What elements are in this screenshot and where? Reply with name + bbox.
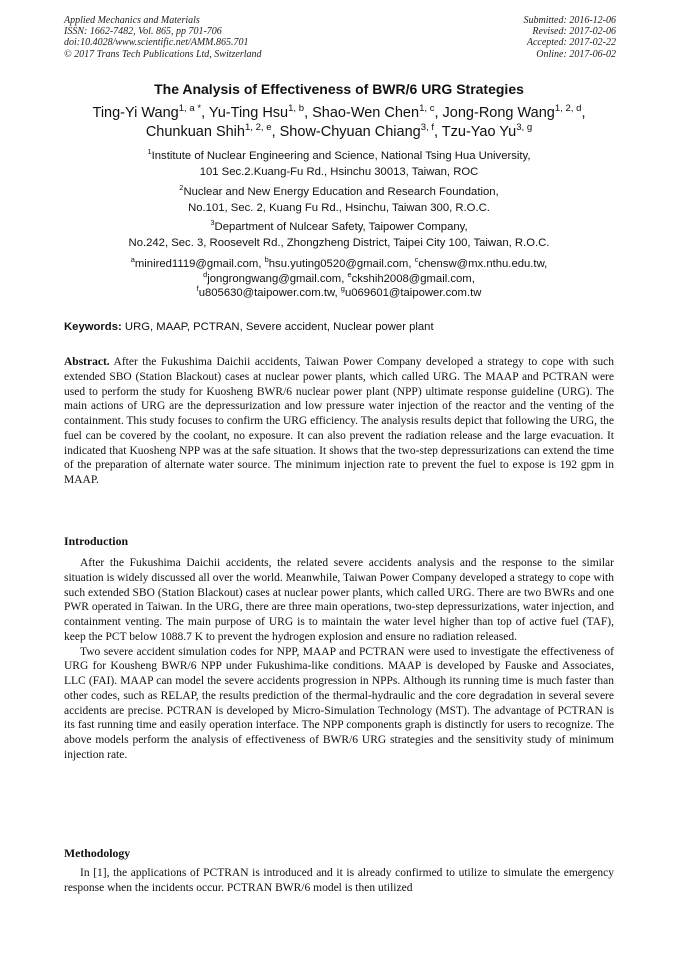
email: $^f$u805630@taipower.com.tw — [196, 284, 335, 299]
paragraph: After the Fukushima Daichii accidents, the related severe accidents analysis and the response to the similar situation is widely discussed all over the world. Meanwhile, Taiwan Power Company developed a strategy to cope with such extended SBO (Station Blackout) cases at nuclear power plants, which called URG. There are two BWRs and one PWR operated in Taiwan. In the URG, there are three main operations, two-step depressurizations, water injection, and containment venting. The main purpose of URG is to maintain the water level higher than top of active fuel (TAF), keep the PCT below 1088.7 K to prevent the hydrogen explosion and ensure no radiation released. — [64, 557, 614, 643]
email: $^a$minired1119@gmail.com — [130, 255, 259, 270]
journal-info — [64, 15, 262, 60]
affiliation-3: $^3$Department of Nulcear Safety, Taipower Company, No.242, Sec. 3, Roosevelt Rd., Zhongzheng District, Taipei City 100, Taiwan, R.O.C. — [128, 218, 550, 249]
email: $^g$u069601@taipower.com.tw — [340, 284, 482, 299]
journal-name: Applied Mechanics and Materials — [64, 15, 200, 26]
keywords-label: Keywords: — [64, 321, 122, 333]
paragraph: Two severe accident simulation codes for NPP, MAAP and PCTRAN were used to investigate the effectiveness of URG for Kousheng BWR/6 NPP under Fukushima-like conditions. MAAP is developed by Fauske and Associates, LLC (FAI). MAAP can model the severe accidents progression in NPPs. Although its running time is much faster than other codes, such as RELAP, the results prediction of the thermal-hydraulic and the core degradation in several severe accidents are precise. PCTRAN is developed by Micro-Simulation Technology (MST). The advantage of PCTRAN is its fast running time and easily operation interface. The NPP components graph is distinctly for users to recognize. The above models perform the analysis of effectiveness of BWR/6 URG strategies and the sensitivity study of minimum injection rate. — [64, 645, 614, 761]
introduction-body — [64, 556, 614, 763]
date-submitted: Submitted: 2016-12-06 — [523, 15, 616, 26]
paper-title: The Analysis of Effectiveness of BWR/6 URG Strategies — [154, 81, 524, 97]
publication-dates — [524, 15, 617, 60]
journal-copyright: © 2017 Trans Tech Publications Ltd, Switzerland — [64, 48, 262, 60]
journal-issn: ISSN: 1662-7482, Vol. 865, pp 701-706 — [64, 26, 222, 38]
keywords-text: URG, MAAP, PCTRAN, Severe accident, Nuclear power plant — [124, 321, 434, 333]
keywords — [64, 320, 624, 335]
abstract — [64, 355, 614, 488]
methodology-body — [64, 866, 614, 896]
email: $^b$hsu.yuting0520@gmail.com — [264, 255, 409, 270]
paragraph: In [1], the applications of PCTRAN is introduced and it is already confirmed to utilize to simulate the emergency response when the incidents occur. PCTRAN BWR/6 model is then utilized — [64, 867, 614, 894]
abstract-text: After the Fukushima Daichii accidents, Taiwan Power Company developed a strategy to cope with such extended SBO (Station Blackout) cases at nuclear power plants, which called URG. The MAAP and PCTRAN were used to perform the study for Kuosheng BWR/6 nuclear power plant (NPP) ultimate response guideline (URG). The main actions of URG are the depressurization and low pressure water injection of the reactor and the venting of the containment. This study focuses to confirm the URG efficiency. The analysis results depict that following the URG, the fuel can be covered by the coolant, no exposure. It can also prevent the radiation release and the large evacuation. It indicated that Kuosheng NPP was at the safe situation. It shows that the two-step depressurizations can extend the time of the preparation of alternate water source. The minimum injection rate to prevent the fuel to expose is 192 gpm in MAAP. — [64, 356, 614, 486]
email: $^e$ckshih2008@gmail.com — [347, 269, 472, 285]
date-accepted: Accepted: 2017-02-22 — [526, 37, 616, 49]
author-list: Ting-Yi Wang$^{1, a *}$, Yu-Ting Hsu$^{1, b}$, Shao-Wen Chen$^{1, c}$, Jong-Rong Wang$^{1, 2, d}$, Chunkuan Shih$^{1, 2, e}$, Show-Chyuan Chiang$^{3, f}$, Tzu-Yao Yu$^{3, g}$ — [92, 103, 586, 140]
section-heading-methodology: Methodology — [64, 846, 131, 860]
author: Yu-Ting Hsu$^{1, b}$ — [208, 103, 305, 121]
author: Shao-Wen Chen$^{1, c}$ — [312, 103, 435, 121]
affiliation-2: $^2$Nuclear and New Energy Education and Research Foundation, No.101, Sec. 2, Kuang Fu Rd., Hsinchu, Taiwan 300, R.O.C. — [179, 183, 499, 214]
section-heading-introduction: Introduction — [64, 534, 129, 548]
journal-doi: doi:10.4028/www.scientific.net/AMM.865.701 — [64, 37, 249, 49]
date-revised: Revised: 2017-02-06 — [532, 26, 616, 38]
author: Ting-Yi Wang$^{1, a *}$ — [92, 103, 202, 121]
author: Chunkuan Shih$^{1, 2, e}$ — [145, 122, 272, 140]
email: $^c$chensw@mx.nthu.edu.tw — [414, 255, 545, 270]
email-list: $^a$minired1119@gmail.com, $^b$hsu.yuting0520@gmail.com, $^c$chensw@mx.nthu.edu.tw, $^d$jongrongwang@gmail.com, $^e$ckshih2008@gmail.com, $^f$u805630@taipower.com.tw, $^g$u069601@taipower.com.tw — [130, 255, 548, 299]
author: Jong-Rong Wang$^{1, 2, d}$ — [442, 103, 582, 121]
date-online: Online: 2017-06-02 — [536, 48, 616, 60]
author: Tzu-Yao Yu$^{3, g}$ — [441, 122, 533, 140]
affiliation-1: $^1$Institute of Nuclear Engineering and Science, National Tsing Hua University, 101 Sec.2.Kuang-Fu Rd., Hsinchu 30013, Taiwan, ROC — [147, 147, 531, 178]
email: $^d$jongrongwang@gmail.com — [203, 269, 342, 285]
author: Show-Chyuan Chiang$^{3, f}$ — [279, 122, 434, 140]
abstract-label: Abstract. — [64, 356, 110, 368]
